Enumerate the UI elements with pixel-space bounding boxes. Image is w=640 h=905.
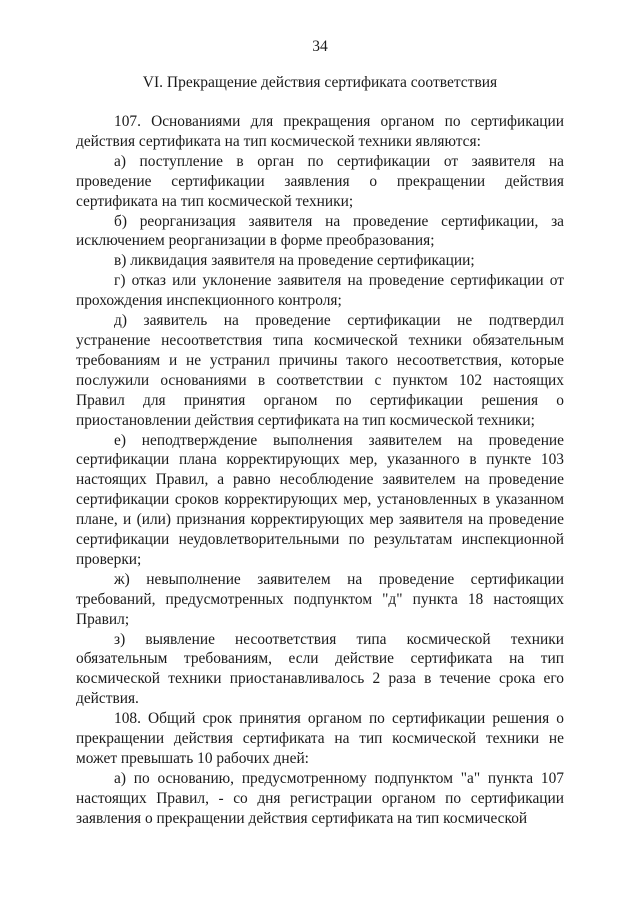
paragraph-107-v: в) ликвидация заявителя на проведение сертификации; (114, 252, 475, 270)
section-heading: VI. Прекращение действия сертификата соответствия (142, 74, 498, 91)
paragraph-107-b: б) реорганизация заявителя на проведение сертификации, за исключением реорганизации в форме преобразования; (76, 212, 564, 250)
paragraph-107-d: д) заявитель на проведение сертификации не подтвердил устранение несоответствия типа космической техники обязательным требованиям и не устранил причины такого несоответствия, которые послужили основаниями в соответствии с пунктом 102 настоящих Правил для принятия органом по сертификации решения о приостановлении действия сертификата на тип космической техники; (76, 312, 564, 429)
paragraph-107: 107. Основаниями для прекращения органом по сертификации действия сертификата на тип космической техники являются: (76, 113, 564, 150)
paragraph-107-g: г) отказ или уклонение заявителя на проведение сертификации от прохождения инспекционного контроля; (76, 272, 564, 310)
paragraph-107-e: е) неподтверждение выполнения заявителем на проведение сертификации плана корректирующих мер, указанного в пункте 103 настоящих Правил, а равно несоблюдение заявителем на проведение сертификации сроков корректирующих мер, установленных в указанном плане, и (или) признания корректирующих мер заявителя на проведение сертификации неудовлетворительными по результатам инспекционной проверки; (76, 431, 564, 568)
paragraph-107-zh: ж) невыполнение заявителем на проведение сертификации требований, предусмотренных подпунктом "д" пункта 18 настоящих Правил; (76, 570, 564, 628)
paragraph-107-z: з) выявление несоответствия типа космической техники обязательным требованиям, если действие сертификата на тип космической техники приостанавливалось 2 раза в течение срока его действия. (76, 630, 564, 708)
paragraph-108-a: а) по основанию, предусмотренному подпунктом "а" пункта 107 настоящих Правил, - со дня регистрации органом по сертификации заявления о прекращении действия сертификата на тип космической (76, 769, 564, 827)
paragraph-107-a: а) поступление в орган по сертификации от заявителя на проведение сертификации заявления о прекращении действия сертификата на тип космической техники; (76, 152, 564, 210)
document-body (76, 112, 564, 829)
paragraph-108: 108. Общий срок принятия органом по сертификации решения о прекращении действия сертификата на тип космической техники не может превышать 10 рабочих дней: (76, 710, 564, 767)
page-number: 34 (312, 38, 328, 55)
